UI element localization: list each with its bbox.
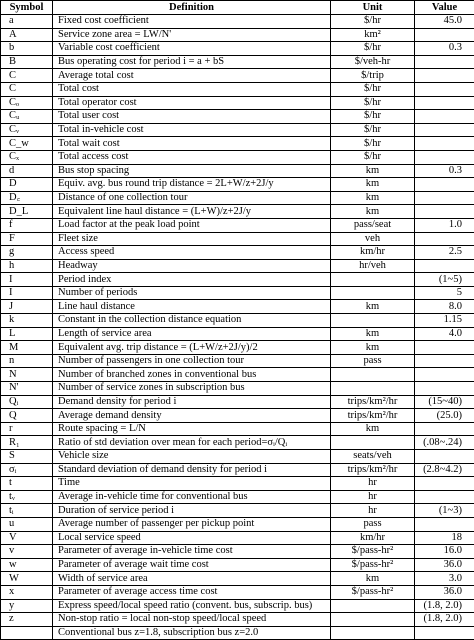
cell-unit <box>331 286 415 300</box>
cell-symbol: D꜀ <box>1 191 53 205</box>
cell-symbol: W <box>1 572 53 586</box>
cell-definition: Average total cost <box>53 69 331 83</box>
cell-definition: Line haul distance <box>53 300 331 314</box>
cell-definition: Parameter of average access time cost <box>53 585 331 599</box>
table-row <box>1 354 474 368</box>
table-row <box>1 259 474 273</box>
table-row <box>1 504 474 518</box>
cell-unit: km <box>331 327 415 341</box>
table-row <box>1 96 474 110</box>
cell-unit: $/hr <box>331 96 415 110</box>
table-row <box>1 314 474 328</box>
table-row <box>1 572 474 586</box>
cell-definition: Width of service area <box>53 572 331 586</box>
cell-symbol: M <box>1 341 53 355</box>
cell-symbol: Cₒ <box>1 96 53 110</box>
cell-value <box>415 137 474 151</box>
table-row <box>1 477 474 491</box>
table-row <box>1 286 474 300</box>
cell-symbol: tᵢ <box>1 504 53 518</box>
cell-symbol: h <box>1 259 53 273</box>
table-row <box>1 42 474 56</box>
cell-symbol: d <box>1 164 53 178</box>
cell-value: 0.3 <box>415 42 474 56</box>
cell-definition: Total access cost <box>53 150 331 164</box>
cell-symbol: n <box>1 354 53 368</box>
cell-symbol: tᵥ <box>1 490 53 504</box>
cell-unit: $/pass-hr² <box>331 558 415 572</box>
cell-symbol: z <box>1 613 53 627</box>
cell-unit: $/hr <box>331 15 415 29</box>
cell-value: 1.15 <box>415 314 474 328</box>
cell-definition: Fleet size <box>53 232 331 246</box>
cell-unit: km² <box>331 28 415 42</box>
cell-value <box>415 517 474 531</box>
table-row <box>1 246 474 260</box>
cell-unit: trips/km²/hr <box>331 395 415 409</box>
cell-definition: Bus operating cost for period i = a + bS <box>53 55 331 69</box>
cell-definition: Equivalent avg. trip distance = (L+W/z+2J/y)/2 <box>53 341 331 355</box>
cell-symbol: u <box>1 517 53 531</box>
cell-unit <box>331 368 415 382</box>
cell-value <box>415 422 474 436</box>
cell-definition: Number of branched zones in conventional bus <box>53 368 331 382</box>
cell-unit: $/hr <box>331 150 415 164</box>
cell-value: 1.0 <box>415 218 474 232</box>
header-symbol: Symbol <box>1 1 53 15</box>
cell-unit <box>331 436 415 450</box>
cell-symbol: C <box>1 82 53 96</box>
cell-unit: trips/km²/hr <box>331 463 415 477</box>
cell-unit: hr <box>331 490 415 504</box>
table-row <box>1 613 474 627</box>
cell-value: 3.0 <box>415 572 474 586</box>
cell-symbol: F <box>1 232 53 246</box>
cell-unit: km <box>331 191 415 205</box>
cell-symbol: N <box>1 368 53 382</box>
cell-value <box>415 341 474 355</box>
cell-value: 0.3 <box>415 164 474 178</box>
table-body <box>1 15 474 640</box>
cell-definition: Non-stop ratio = local non-stop speed/local speed <box>53 613 331 627</box>
cell-definition: Variable cost coefficient <box>53 42 331 56</box>
cell-value <box>415 110 474 124</box>
table-row <box>1 409 474 423</box>
table-row <box>1 436 474 450</box>
table-row <box>1 368 474 382</box>
cell-symbol: y <box>1 599 53 613</box>
cell-unit <box>331 382 415 396</box>
table-row <box>1 273 474 287</box>
cell-definition: Distance of one collection tour <box>53 191 331 205</box>
cell-value <box>415 354 474 368</box>
cell-symbol: R₁ <box>1 436 53 450</box>
table-row <box>1 341 474 355</box>
cell-unit: km <box>331 422 415 436</box>
cell-unit: $/hr <box>331 123 415 137</box>
cell-symbol: Cₓ <box>1 150 53 164</box>
table-row <box>1 558 474 572</box>
cell-symbol: r <box>1 422 53 436</box>
cell-definition: Ratio of std deviation over mean for each period=σᵢ/Qᵢ <box>53 436 331 450</box>
table-row <box>1 28 474 42</box>
cell-unit: $/veh-hr <box>331 55 415 69</box>
table-row <box>1 450 474 464</box>
cell-unit: hr/veh <box>331 259 415 273</box>
cell-unit: $/pass-hr² <box>331 585 415 599</box>
cell-unit: $/hr <box>331 137 415 151</box>
cell-symbol: C <box>1 69 53 83</box>
cell-definition: Demand density for period i <box>53 395 331 409</box>
cell-symbol: B <box>1 55 53 69</box>
cell-symbol: D_L <box>1 205 53 219</box>
cell-definition: Load factor at the peak load point <box>53 218 331 232</box>
table-row <box>1 300 474 314</box>
table-row <box>1 626 474 640</box>
cell-value <box>415 191 474 205</box>
cell-unit: km/hr <box>331 246 415 260</box>
table-row <box>1 150 474 164</box>
cell-value: (1~5) <box>415 273 474 287</box>
header-definition: Definition <box>53 1 331 15</box>
cell-definition: Average demand density <box>53 409 331 423</box>
cell-definition: Bus stop spacing <box>53 164 331 178</box>
cell-symbol: x <box>1 585 53 599</box>
table-row <box>1 531 474 545</box>
cell-value: 36.0 <box>415 558 474 572</box>
cell-value: (1.8, 2.0) <box>415 613 474 627</box>
cell-definition: Number of service zones in subscription bus <box>53 382 331 396</box>
cell-unit: $/hr <box>331 42 415 56</box>
cell-unit: km <box>331 341 415 355</box>
table-row <box>1 123 474 137</box>
cell-value <box>415 150 474 164</box>
cell-definition: Vehicle size <box>53 450 331 464</box>
cell-value <box>415 450 474 464</box>
cell-value <box>415 259 474 273</box>
table-row <box>1 490 474 504</box>
cell-symbol: Cᵥ <box>1 123 53 137</box>
table-row <box>1 178 474 192</box>
cell-symbol: σᵢ <box>1 463 53 477</box>
table-row <box>1 232 474 246</box>
cell-value: (2.8~4.2) <box>415 463 474 477</box>
cell-unit <box>331 314 415 328</box>
table-row <box>1 395 474 409</box>
cell-value <box>415 232 474 246</box>
cell-symbol <box>1 626 53 640</box>
cell-value <box>415 69 474 83</box>
cell-unit: km/hr <box>331 531 415 545</box>
header-value: Value <box>415 1 474 15</box>
cell-unit: trips/km²/hr <box>331 409 415 423</box>
table-row <box>1 517 474 531</box>
cell-symbol: D <box>1 178 53 192</box>
cell-unit: km <box>331 164 415 178</box>
cell-value <box>415 205 474 219</box>
cell-symbol: t <box>1 477 53 491</box>
cell-unit <box>331 599 415 613</box>
cell-definition: Average number of passenger per pickup point <box>53 517 331 531</box>
cell-symbol: N' <box>1 382 53 396</box>
cell-value: 18 <box>415 531 474 545</box>
table-row <box>1 205 474 219</box>
cell-definition: Service zone area = LW/N' <box>53 28 331 42</box>
cell-value <box>415 96 474 110</box>
cell-symbol: A <box>1 28 53 42</box>
cell-unit: pass <box>331 517 415 531</box>
cell-value: (1~3) <box>415 504 474 518</box>
cell-definition: Standard deviation of demand density for period i <box>53 463 331 477</box>
table-row <box>1 164 474 178</box>
table-row <box>1 382 474 396</box>
cell-value <box>415 55 474 69</box>
cell-symbol: Qᵢ <box>1 395 53 409</box>
cell-definition: Total operator cost <box>53 96 331 110</box>
table-row <box>1 463 474 477</box>
cell-definition: Express speed/local speed ratio (convent. bus, subscrip. bus) <box>53 599 331 613</box>
cell-value <box>415 178 474 192</box>
header-row <box>1 1 474 15</box>
cell-unit: pass <box>331 354 415 368</box>
cell-symbol: w <box>1 558 53 572</box>
cell-symbol: f <box>1 218 53 232</box>
table-row <box>1 82 474 96</box>
cell-value <box>415 368 474 382</box>
table-row <box>1 137 474 151</box>
table-row <box>1 599 474 613</box>
cell-value: (.08~.24) <box>415 436 474 450</box>
cell-value <box>415 123 474 137</box>
cell-unit: seats/veh <box>331 450 415 464</box>
cell-symbol: I <box>1 286 53 300</box>
cell-definition: Headway <box>53 259 331 273</box>
cell-definition: Access speed <box>53 246 331 260</box>
cell-definition: Total in-vehicle cost <box>53 123 331 137</box>
cell-value <box>415 477 474 491</box>
cell-definition: Length of service area <box>53 327 331 341</box>
cell-definition: Time <box>53 477 331 491</box>
cell-unit: km <box>331 205 415 219</box>
cell-symbol: k <box>1 314 53 328</box>
cell-symbol: C_w <box>1 137 53 151</box>
cell-unit: veh <box>331 232 415 246</box>
cell-definition: Duration of service period i <box>53 504 331 518</box>
cell-symbol: Q <box>1 409 53 423</box>
cell-unit <box>331 273 415 287</box>
cell-symbol: v <box>1 545 53 559</box>
cell-definition: Total wait cost <box>53 137 331 151</box>
cell-unit: hr <box>331 477 415 491</box>
cell-unit: $/hr <box>331 82 415 96</box>
cell-definition: Equivalent line haul distance = (L+W)/z+2J/y <box>53 205 331 219</box>
cell-unit: $/pass-hr² <box>331 545 415 559</box>
cell-value: (1.8, 2.0) <box>415 599 474 613</box>
cell-symbol: V <box>1 531 53 545</box>
table-row <box>1 55 474 69</box>
cell-value: 45.0 <box>415 15 474 29</box>
table-row <box>1 15 474 29</box>
cell-symbol: a <box>1 15 53 29</box>
cell-unit: pass/seat <box>331 218 415 232</box>
table-row <box>1 585 474 599</box>
cell-definition: Route spacing = L/N <box>53 422 331 436</box>
cell-value: 4.0 <box>415 327 474 341</box>
table-row <box>1 110 474 124</box>
cell-value: 2.5 <box>415 246 474 260</box>
cell-definition: Average in-vehicle time for conventional bus <box>53 490 331 504</box>
cell-value <box>415 28 474 42</box>
cell-definition: Local service speed <box>53 531 331 545</box>
cell-definition: Number of periods <box>53 286 331 300</box>
cell-unit <box>331 613 415 627</box>
cell-definition: Fixed cost coefficient <box>53 15 331 29</box>
table-row <box>1 422 474 436</box>
cell-definition: Parameter of average in-vehicle time cost <box>53 545 331 559</box>
cell-value: (15~40) <box>415 395 474 409</box>
cell-unit: km <box>331 178 415 192</box>
cell-definition: Total cost <box>53 82 331 96</box>
cell-value <box>415 626 474 640</box>
cell-symbol: L <box>1 327 53 341</box>
table-row <box>1 69 474 83</box>
cell-symbol: S <box>1 450 53 464</box>
cell-definition: Parameter of average wait time cost <box>53 558 331 572</box>
cell-value: 36.0 <box>415 585 474 599</box>
cell-unit: hr <box>331 504 415 518</box>
cell-definition: Number of passengers in one collection tour <box>53 354 331 368</box>
cell-value <box>415 382 474 396</box>
cell-symbol: I <box>1 273 53 287</box>
table-row <box>1 327 474 341</box>
cell-definition: Period index <box>53 273 331 287</box>
cell-symbol: g <box>1 246 53 260</box>
table-row <box>1 191 474 205</box>
cell-unit: km <box>331 300 415 314</box>
cell-definition: Equiv. avg. bus round trip distance = 2L+W/z+2J/y <box>53 178 331 192</box>
cell-unit <box>331 626 415 640</box>
cell-value <box>415 82 474 96</box>
cell-value: 8.0 <box>415 300 474 314</box>
cell-value: 5 <box>415 286 474 300</box>
header-unit: Unit <box>331 1 415 15</box>
cell-value: 16.0 <box>415 545 474 559</box>
cell-unit: $/trip <box>331 69 415 83</box>
cell-definition: Constant in the collection distance equation <box>53 314 331 328</box>
cell-symbol: J <box>1 300 53 314</box>
cell-value <box>415 490 474 504</box>
cell-definition: Total user cost <box>53 110 331 124</box>
cell-unit: km <box>331 572 415 586</box>
cell-symbol: Cᵤ <box>1 110 53 124</box>
table-row <box>1 545 474 559</box>
cell-definition: Conventional bus z=1.8, subscription bus z=2.0 <box>53 626 331 640</box>
cell-value: (25.0) <box>415 409 474 423</box>
cell-symbol: b <box>1 42 53 56</box>
cell-unit: $/hr <box>331 110 415 124</box>
table-row <box>1 218 474 232</box>
